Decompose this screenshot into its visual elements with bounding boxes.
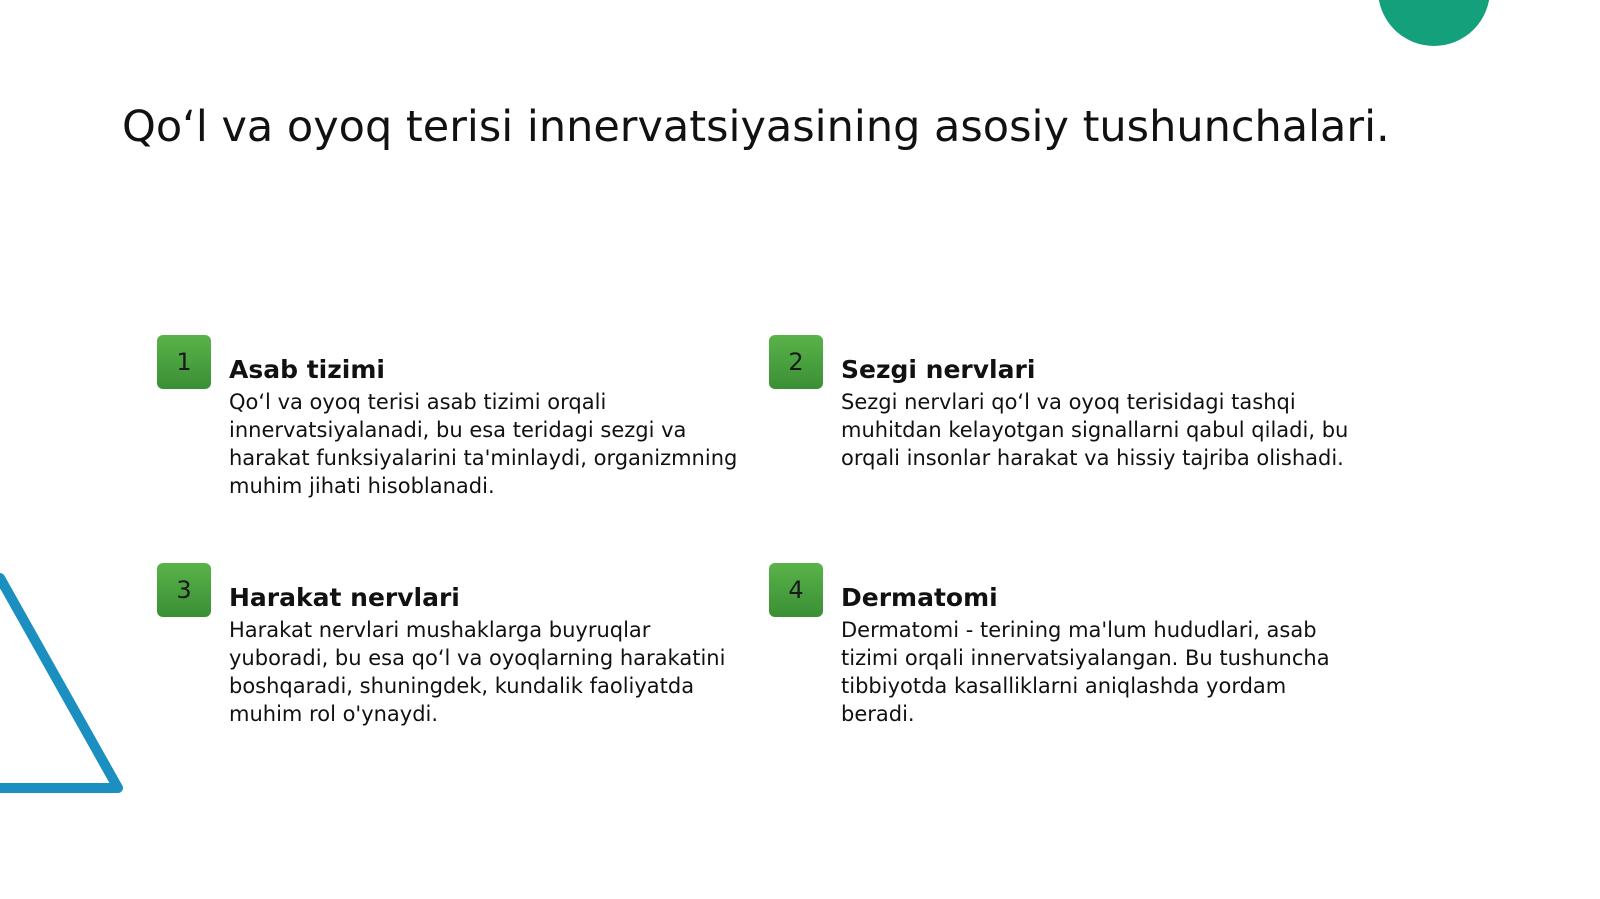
number-badge: 2 [769,335,823,389]
number-badge: 1 [157,335,211,389]
number-badge: 4 [769,563,823,617]
item-description: Dermatomi - terining ma'lum hududlari, asab tizimi orqali innervatsiyalangan. Bu tushuncha tibbiyotda kasalliklarni aniqlashda yordam beradi. [841,618,1330,726]
item-title: Asab tizimi [229,355,385,384]
decorative-circle [1378,0,1490,46]
decorative-triangle [0,560,140,820]
item-description: Sezgi nervlari qo‘l va oyoq terisidagi tashqi muhitdan kelayotgan signallarni qabul qiladi, bu orqali insonlar harakat va hissiy tajriba olishadi. [841,390,1349,470]
item-title: Harakat nervlari [229,583,460,612]
item-title: Dermatomi [841,583,998,612]
slide-title: Qo‘l va oyoq terisi innervatsiyasining asosiy tushunchalari. [122,102,1390,152]
item-description: Qo‘l va oyoq terisi asab tizimi orqali innervatsiyalanadi, bu esa teridagi sezgi va harakat funksiyalarini ta'minlaydi, organizmning muhim jihati hisoblanadi. [229,390,738,498]
item-title: Sezgi nervlari [841,355,1036,384]
number-badge: 3 [157,563,211,617]
item-description: Harakat nervlari mushaklarga buyruqlar yuboradi, bu esa qo‘l va oyoqlarning harakatini boshqaradi, shuningdek, kundalik faoliyatda muhim rol o'ynaydi. [229,618,726,726]
